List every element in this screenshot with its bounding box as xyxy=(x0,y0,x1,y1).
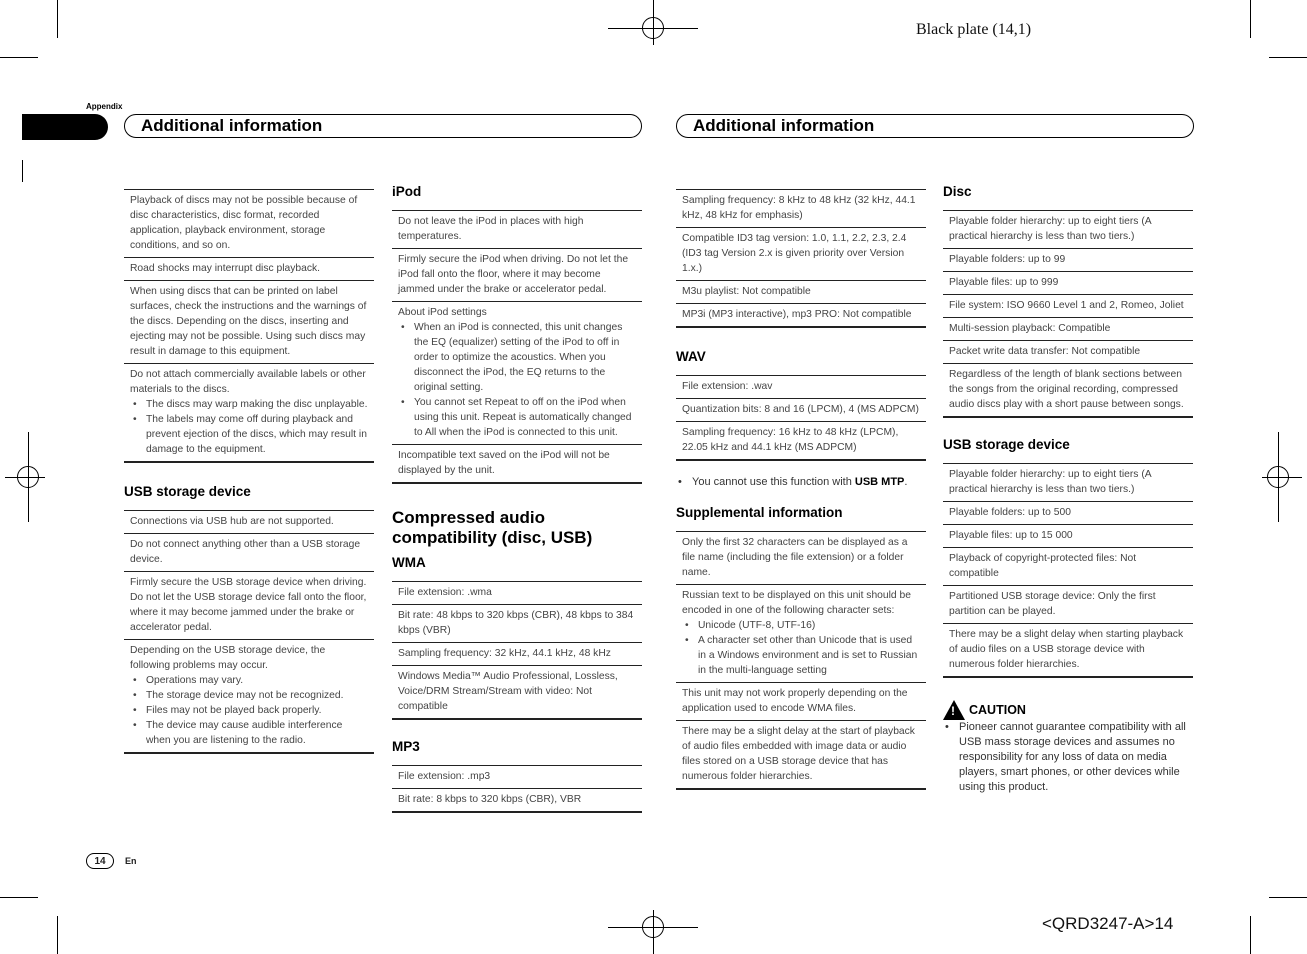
info-box xyxy=(676,584,926,682)
list-item: • Operations may vary. xyxy=(130,673,368,688)
list-item: • The discs may warp making the disc unplayable. xyxy=(130,397,368,412)
info-box xyxy=(676,720,926,790)
box-text: Firmly secure the iPod when driving. Do not let the iPod fall onto the floor, where it may become jammed under the brake or accelerator pedal. xyxy=(398,254,629,295)
section-title: Supplemental information xyxy=(676,505,843,520)
caution-heading xyxy=(943,700,1193,720)
info-box xyxy=(124,257,374,280)
bullet-list xyxy=(682,618,920,678)
box-text: Firmly secure the USB storage device when driving. Do not let the USB storage device fall onto the floor, where it may become jammed under the brake or accelerator pedal. xyxy=(130,577,367,633)
box-text: Playable folders: up to 99 xyxy=(949,254,1066,265)
column-4 xyxy=(943,183,1193,795)
crop-mark xyxy=(22,160,23,182)
info-box xyxy=(392,210,642,248)
note-bold: USB MTP xyxy=(854,476,905,488)
info-box xyxy=(943,585,1193,623)
info-box xyxy=(943,317,1193,340)
box-text: Quantization bits: 8 and 16 (LPCM), 4 (MS ADPCM) xyxy=(682,404,919,415)
info-box xyxy=(124,280,374,363)
list-item: • The storage device may not be recognized. xyxy=(130,688,368,703)
box-text: File extension: .wma xyxy=(398,587,492,598)
section-title: MP3 xyxy=(392,739,420,754)
box-text: Sampling frequency: 32 kHz, 44.1 kHz, 48 kHz xyxy=(398,648,611,659)
info-box xyxy=(392,788,642,813)
box-text: Multi-session playback: Compatible xyxy=(949,323,1111,334)
crop-mark xyxy=(1250,916,1251,954)
info-box xyxy=(943,271,1193,294)
list-item: • The device may cause audible interference when you are listening to the radio. xyxy=(130,718,368,748)
info-box xyxy=(392,604,642,642)
list-item: • Unicode (UTF-8, UTF-16) xyxy=(682,618,920,633)
info-box xyxy=(943,294,1193,317)
box-text: Playable files: up to 15 000 xyxy=(949,530,1073,541)
list-item: • You cannot set Repeat to off on the iPod when using this unit. Repeat is automatically changed to All when the iPod is connected to this unit. xyxy=(398,395,636,440)
info-box xyxy=(124,363,374,463)
registration-mark-icon xyxy=(1267,466,1289,488)
info-box xyxy=(124,571,374,639)
box-text: Road shocks may interrupt disc playback. xyxy=(130,263,321,274)
mtp-note xyxy=(676,475,926,490)
box-text: There may be a slight delay at the start of playback of audio files embedded with image data or audio files stored on a USB storage device that has numerous folder hierarchies. xyxy=(682,726,915,782)
box-text: Playback of copyright-protected files: Not compatible xyxy=(949,553,1137,579)
box-text: Partitioned USB storage device: Only the first partition can be played. xyxy=(949,591,1156,617)
box-text: Do not connect anything other than a USB storage device. xyxy=(130,539,361,565)
column-2 xyxy=(392,183,642,813)
registration-mark-icon xyxy=(17,466,39,488)
box-text: Playable folders: up to 500 xyxy=(949,507,1071,518)
box-text: File extension: .mp3 xyxy=(398,771,491,782)
box-text: M3u playlist: Not compatible xyxy=(682,286,811,297)
box-text: Bit rate: 8 kbps to 320 kbps (CBR), VBR xyxy=(398,794,582,805)
info-box xyxy=(943,463,1193,501)
list-item: • The labels may come off during playback and prevent ejection of the discs, which may result in damage to the equipment. xyxy=(130,412,368,457)
box-text: Playable folder hierarchy: up to eight tiers (A practical hierarchy is less than two tiers.) xyxy=(949,469,1152,495)
info-box xyxy=(392,301,642,444)
box-text: File extension: .wav xyxy=(682,381,773,392)
info-box xyxy=(943,623,1193,678)
list-item: • Files may not be played back properly. xyxy=(130,703,368,718)
info-box xyxy=(676,189,926,227)
section-tab-label: Appendix xyxy=(86,102,123,111)
note-text: You cannot use this function with xyxy=(692,476,855,488)
page-header-left: Additional information xyxy=(124,114,642,138)
box-text: Compatible ID3 tag version: 1.0, 1.1, 2.2, 2.3, 2.4 (ID3 tag Version 2.x is given priority over Version 1.x.) xyxy=(682,233,907,274)
info-box xyxy=(392,248,642,301)
info-box xyxy=(676,375,926,398)
section-title: WAV xyxy=(676,349,706,364)
box-text: This unit may not work properly depending on the application used to encode WMA files. xyxy=(682,688,908,714)
plate-label: Black plate (14,1) xyxy=(916,21,1032,38)
box-text: There may be a slight delay when starting playback of audio files on a USB storage device with numerous folder hierarchies. xyxy=(949,629,1184,670)
section-title: USB storage device xyxy=(943,437,1070,452)
box-text: Packet write data transfer: Not compatible xyxy=(949,346,1141,357)
section-tab xyxy=(22,114,108,140)
page-number: 14 xyxy=(86,853,114,869)
page-header-right: Additional information xyxy=(676,114,1194,138)
section-title: USB storage device xyxy=(124,484,251,499)
box-text: Playback of discs may not be possible because of disc characteristics, disc format, recorded application, playback environment, storage conditions, and so on. xyxy=(130,195,358,251)
info-box xyxy=(676,531,926,584)
box-text: Only the first 32 characters can be displayed as a file name (including the file extension) or a folder name. xyxy=(682,537,908,578)
info-box xyxy=(392,665,642,720)
crop-mark xyxy=(0,897,38,898)
info-box xyxy=(392,765,642,788)
box-text: Do not attach commercially available labels or other materials to the discs. xyxy=(130,369,366,395)
list-item: • When an iPod is connected, this unit changes the EQ (equalizer) setting of the iPod to off in order to optimize the acoustics. When you disconnect the iPod, the EQ returns to the original setting. xyxy=(398,320,636,395)
info-box xyxy=(676,682,926,720)
list-item: • A character set other than Unicode that is used in a Windows environment and is set to Russian in the multi-language setting xyxy=(682,633,920,678)
info-box xyxy=(943,363,1193,418)
box-text: Do not leave the iPod in places with high temperatures. xyxy=(398,216,584,242)
bullet-list xyxy=(398,320,636,440)
box-text: File system: ISO 9660 Level 1 and 2, Romeo, Joliet xyxy=(949,300,1184,311)
box-text: Sampling frequency: 16 kHz to 48 kHz (LPCM), 22.05 kHz and 44.1 kHz (MS ADPCM) xyxy=(682,427,899,453)
info-box xyxy=(943,501,1193,524)
info-box xyxy=(124,533,374,571)
box-text: Bit rate: 48 kbps to 320 kbps (CBR), 48 kbps to 384 kbps (VBR) xyxy=(398,610,634,636)
box-text: MP3i (MP3 interactive), mp3 PRO: Not compatible xyxy=(682,309,912,320)
bullet-list xyxy=(130,397,368,457)
crop-mark xyxy=(57,916,58,954)
crop-mark xyxy=(1269,57,1307,58)
bullet-list xyxy=(130,673,368,748)
box-text: Incompatible text saved on the iPod will not be displayed by the unit. xyxy=(398,450,610,476)
column-3 xyxy=(676,189,926,790)
info-box xyxy=(943,248,1193,271)
section-heading: Compressed audio compatibility (disc, USB) xyxy=(392,508,593,547)
crop-mark xyxy=(1269,897,1307,898)
box-text: Connections via USB hub are not supported. xyxy=(130,516,334,527)
box-text: Sampling frequency: 8 kHz to 48 kHz (32 kHz, 44.1 kHz, 48 kHz for emphasis) xyxy=(682,195,916,221)
info-box xyxy=(943,524,1193,547)
box-text: Russian text to be displayed on this unit should be encoded in one of the following character sets: xyxy=(682,590,911,616)
warning-icon: ! xyxy=(943,700,965,720)
box-text: Playable folder hierarchy: up to eight tiers (A practical hierarchy is less than two tiers.) xyxy=(949,216,1152,242)
info-box xyxy=(943,340,1193,363)
info-box xyxy=(124,189,374,257)
info-box xyxy=(676,398,926,421)
info-box xyxy=(676,227,926,280)
registration-mark-icon xyxy=(642,17,664,39)
caution-title: CAUTION xyxy=(969,702,1026,717)
info-box xyxy=(392,581,642,604)
info-box xyxy=(124,510,374,533)
crop-mark xyxy=(1250,0,1251,38)
note-suffix: . xyxy=(904,476,908,488)
box-text: Depending on the USB storage device, the following problems may occur. xyxy=(130,645,326,671)
box-text: Playable files: up to 999 xyxy=(949,277,1059,288)
info-box xyxy=(943,210,1193,248)
info-box xyxy=(676,280,926,303)
language-label: En xyxy=(125,856,137,866)
info-box xyxy=(676,303,926,328)
info-box xyxy=(392,444,642,484)
info-box xyxy=(676,421,926,461)
caution-text: • Pioneer cannot guarantee compatibility with all USB mass storage devices and assumes no responsibility for any loss of data on media players, smart phones, or other devices while using this product. xyxy=(943,720,1193,795)
section-title: iPod xyxy=(392,184,422,199)
crop-mark xyxy=(57,0,58,38)
section-title: Disc xyxy=(943,184,972,199)
box-text: When using discs that can be printed on label surfaces, check the instructions and the warnings of the discs. Depending on the discs, inserting and ejecting may not be possible. Using such discs may result in damage to this equipment. xyxy=(130,286,367,357)
info-box xyxy=(943,547,1193,585)
registration-mark-icon xyxy=(642,916,664,938)
section-title: WMA xyxy=(392,555,426,570)
column-1 xyxy=(124,189,374,754)
box-text: About iPod settings xyxy=(398,307,487,318)
box-text: Windows Media™ Audio Professional, Lossless, Voice/DRM Stream/Stream with video: Not compatible xyxy=(398,671,618,712)
box-text: Regardless of the length of blank sections between the songs from the original recording, compressed audio discs play with a short pause between songs. xyxy=(949,369,1184,410)
info-box xyxy=(392,642,642,665)
document-code: <QRD3247-A>14 xyxy=(1042,914,1174,933)
info-box xyxy=(124,639,374,754)
crop-mark xyxy=(0,57,38,58)
